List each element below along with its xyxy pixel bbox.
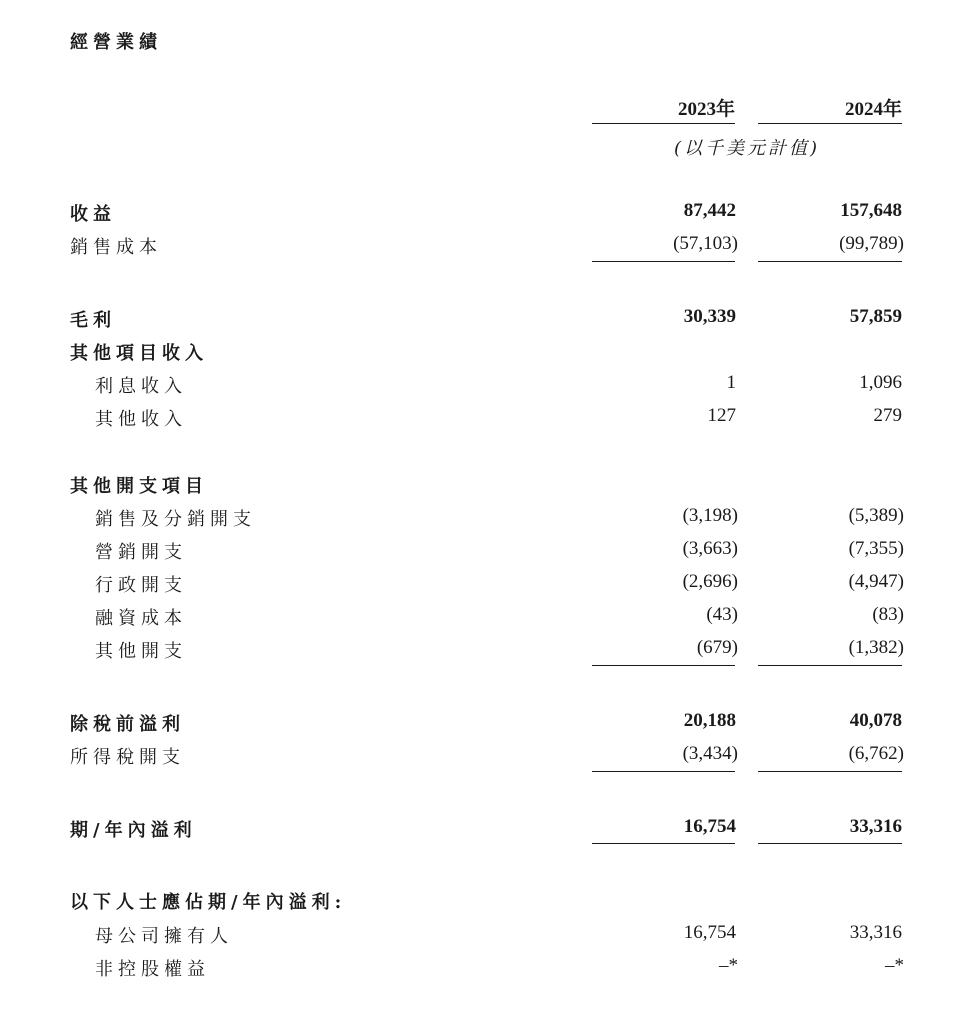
value-2024: 57,859	[849, 306, 902, 327]
row-label: 其他項目收入	[70, 343, 208, 364]
row-income-tax	[0, 743, 960, 773]
row-profit-before-tax	[0, 710, 960, 740]
underline	[592, 665, 735, 666]
row-administrative	[0, 571, 960, 601]
row-label: 以下人士應佔期/年內溢利:	[70, 892, 347, 913]
row-label: 利息收入	[95, 376, 187, 397]
row-label: 其他收入	[95, 409, 187, 430]
value-2024: (5,389)	[848, 505, 904, 526]
row-finance-costs	[0, 604, 960, 634]
row-gross-profit	[0, 306, 960, 336]
section-title: 經營業績	[70, 32, 162, 53]
row-label: 除稅前溢利	[70, 714, 185, 735]
underline	[758, 261, 902, 262]
row-label: 銷售及分銷開支	[95, 509, 256, 530]
value-2023: –*	[719, 955, 738, 976]
row-label: 所得稅開支	[70, 747, 185, 768]
value-2024: 33,316	[849, 816, 902, 837]
underline	[758, 665, 902, 666]
underline	[758, 771, 902, 772]
column-header-2024: 2024年	[758, 94, 902, 124]
value-2024: 40,078	[849, 710, 902, 731]
value-2024: 33,316	[849, 922, 902, 943]
value-2024: (83)	[872, 604, 904, 625]
value-2024: (6,762)	[848, 743, 904, 764]
row-non-controlling	[0, 955, 960, 985]
value-2023: (2,696)	[682, 571, 738, 592]
row-other-expenses	[0, 637, 960, 667]
value-2023: 16,754	[683, 816, 736, 837]
row-label: 其他開支	[95, 641, 187, 662]
row-other-income-items	[0, 339, 960, 369]
value-2023: (679)	[696, 637, 738, 658]
row-label: 營銷開支	[95, 542, 187, 563]
column-header-2023: 2023年	[592, 94, 735, 124]
value-2024: (4,947)	[848, 571, 904, 592]
value-2023: 20,188	[683, 710, 736, 731]
row-interest-income	[0, 372, 960, 402]
row-label: 收益	[70, 204, 116, 225]
value-2024: (7,355)	[848, 538, 904, 559]
unit-note: (以千美元計值)	[673, 138, 821, 159]
row-label: 其他開支項目	[70, 476, 208, 497]
underline	[592, 843, 735, 844]
underline	[592, 261, 735, 262]
row-other-expense-items	[0, 472, 960, 502]
value-2024: (99,789)	[839, 233, 904, 254]
value-2023: (3,663)	[682, 538, 738, 559]
row-other-income	[0, 405, 960, 435]
row-label: 期/年內溢利	[70, 820, 197, 841]
value-2023: (3,198)	[682, 505, 738, 526]
row-profit-for-period	[0, 816, 960, 846]
value-2024: –*	[885, 955, 904, 976]
row-label: 銷售成本	[70, 237, 162, 258]
row-attributable-heading	[0, 888, 960, 918]
value-2023: 127	[707, 405, 736, 426]
underline	[758, 843, 902, 844]
value-2023: (3,434)	[682, 743, 738, 764]
row-cost-of-sales	[0, 233, 960, 263]
underline	[592, 771, 735, 772]
value-2023: 30,339	[683, 306, 736, 327]
value-2024: (1,382)	[848, 637, 904, 658]
value-2023: 16,754	[683, 922, 736, 943]
row-parent-owners	[0, 922, 960, 952]
row-label: 非控股權益	[95, 959, 210, 980]
value-2024: 1,096	[859, 372, 902, 393]
row-label: 母公司擁有人	[95, 926, 233, 947]
value-2023: (43)	[706, 604, 738, 625]
value-2023: 1	[726, 372, 736, 393]
value-2024: 157,648	[840, 200, 902, 221]
row-revenue	[0, 200, 960, 230]
row-label: 融資成本	[95, 608, 187, 629]
row-label: 行政開支	[95, 575, 187, 596]
row-marketing	[0, 538, 960, 568]
row-selling-distribution	[0, 505, 960, 535]
value-2024: 279	[873, 405, 902, 426]
row-label: 毛利	[70, 310, 116, 331]
value-2023: 87,442	[683, 200, 736, 221]
value-2023: (57,103)	[673, 233, 738, 254]
